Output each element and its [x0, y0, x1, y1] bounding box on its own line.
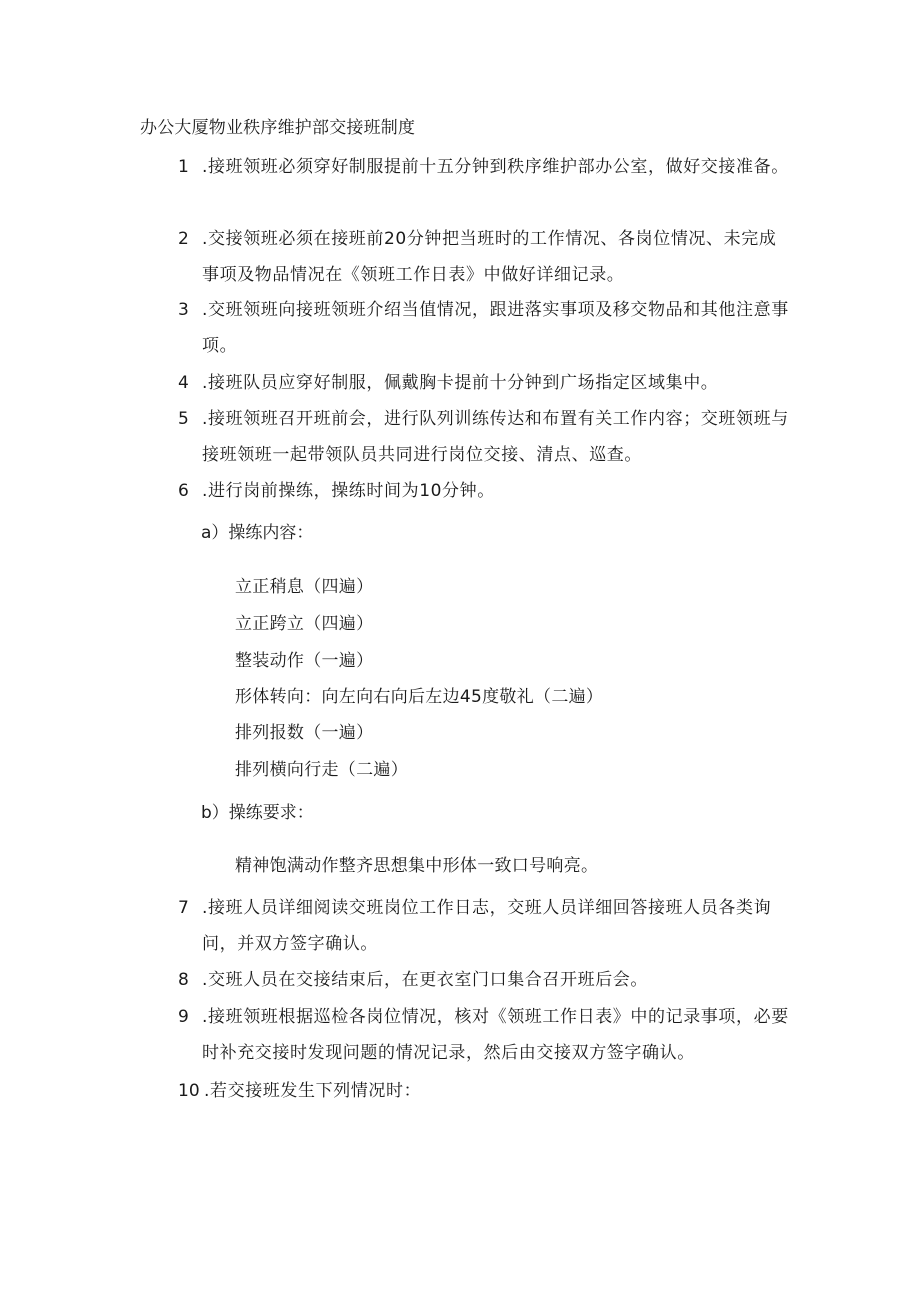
item-text: .交接领班必须在接班前20分钟把当班时的工作情况、各岗位情况、未完成事项及物品情况在《领班工作日表》中做好详细记录。 [202, 229, 777, 285]
item-text: .接班队员应穿好制服，佩戴胸卡提前十分钟到广场指定区域集中。 [202, 373, 719, 393]
item-text: .接班领班根据巡检各岗位情况，核对《领班工作日表》中的记录事项，必要时补充交接时发现问题的情况记录，然后由交接双方签字确认。 [202, 1007, 789, 1063]
drill-content-line: 立正稍息（四遍） [235, 577, 374, 597]
document-title: 办公大厦物业秩序维护部交接班制度 [140, 118, 416, 138]
item-text: .进行岗前操练，操练时间为10分钟。 [202, 481, 495, 501]
item-text: .接班领班必须穿好制服提前十五分钟到秩序维护部办公室，做好交接准备。 [202, 157, 789, 177]
drill-content-line: 立正跨立（四遍） [235, 614, 374, 634]
item-number: 6 [178, 481, 189, 501]
item-number: 1 [178, 157, 189, 177]
item-number: 9 [178, 1007, 189, 1027]
drill-content-line: 排列报数（一遍） [235, 723, 374, 743]
item-number: 4 [178, 373, 189, 393]
item-number: 7 [178, 898, 189, 918]
item-text: .交班领班向接班领班介绍当值情况，跟进落实事项及移交物品和其他注意事项。 [202, 300, 789, 356]
drill-content-line: 整装动作（一遍） [235, 651, 374, 671]
item-number: 3 [178, 300, 189, 320]
item-text: .交班人员在交接结束后，在更衣室门口集合召开班后会。 [202, 970, 649, 990]
item-number: 8 [178, 970, 189, 990]
item-number: 10 [178, 1081, 200, 1101]
drill-requirement-line: 精神饱满动作整齐思想集中形体一致口号响亮。 [235, 856, 599, 876]
item-text: .接班人员详细阅读交班岗位工作日志，交班人员详细回答接班人员各类询问，并双方签字确认。 [202, 898, 772, 954]
drill-requirement-label: b）操练要求： [201, 803, 314, 823]
drill-content-line: 形体转向：向左向右向后左边45度敬礼（二遍） [235, 687, 604, 707]
drill-content-line: 排列横向行走（二遍） [235, 760, 408, 780]
item-text: .接班领班召开班前会，进行队列训练传达和布置有关工作内容；交班领班与接班领班一起带领队员共同进行岗位交接、清点、巡查。 [202, 409, 789, 465]
item-number: 2 [178, 229, 189, 249]
item-number: 5 [178, 409, 189, 429]
item-text: .若交接班发生下列情况时： [204, 1081, 422, 1101]
drill-content-label: a）操练内容： [201, 523, 314, 543]
